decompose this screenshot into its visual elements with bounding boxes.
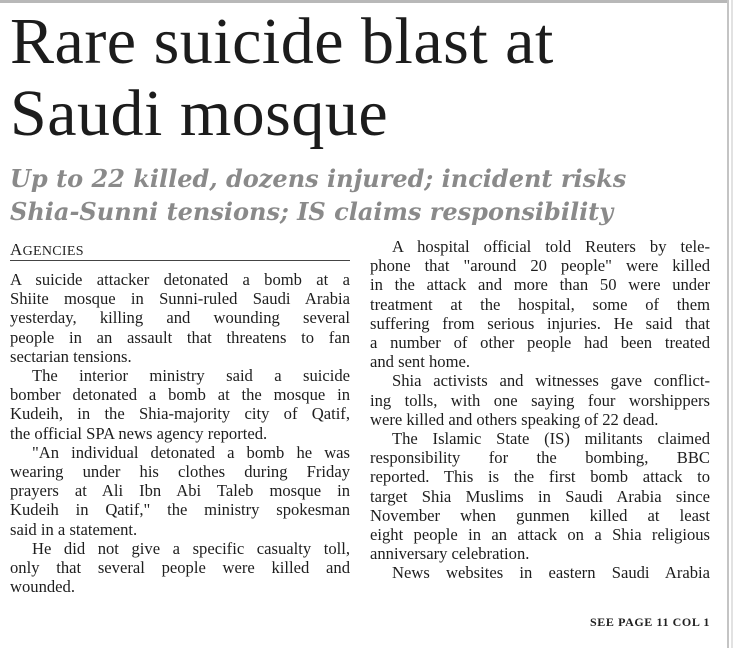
body-text-line: people in an assault that threatens to fan <box>10 327 350 347</box>
right-rule <box>727 0 729 648</box>
headline-line: Saudi mosque <box>10 77 389 150</box>
byline <box>10 240 350 260</box>
body-text-line: November when gunmen killed at least <box>370 505 710 525</box>
body-text-line: treatment at the hospital, some of them <box>370 294 710 314</box>
body-text-line: Kudeih, in the Shia-majority city of Qatif, <box>10 404 350 424</box>
body-text-line: Kudeih in Qatif," the ministry spokesman <box>10 500 350 520</box>
subheadline <box>10 162 720 228</box>
body-text-line: He did not give a specific casualty toll, <box>32 538 350 558</box>
body-text-line: target Shia Muslims in Saudi Arabia since <box>370 486 710 506</box>
subhead-line: Up to 22 killed, dozens injured; incident risks <box>10 164 627 193</box>
byline-initial: A <box>10 240 23 259</box>
body-text-line: were killed and others speaking of 22 dead. <box>370 409 659 429</box>
headline <box>10 6 720 150</box>
body-text-line: yesterday, killing and wounding several <box>10 308 350 328</box>
body-text-line: News websites in eastern Saudi Arabia <box>392 563 710 583</box>
body-text-line: prayers at Ali Ibn Abi Taleb mosque in <box>10 481 350 501</box>
body-text-line: responsibility for the bombing, BBC <box>370 448 710 468</box>
article-column-right <box>370 237 710 583</box>
body-text-line: eight people in an attack on a Shia religious <box>370 525 710 545</box>
body-text-line: wounded. <box>10 577 75 597</box>
top-rule <box>0 0 727 3</box>
byline-rest: GENCIES <box>22 244 84 259</box>
body-text-line: in the attack and more than 50 were under <box>370 275 710 295</box>
body-text-line: a number of other people had been treated <box>370 333 710 353</box>
byline-divider <box>10 260 350 261</box>
body-text-line: reported. This is the first bomb attack to <box>370 467 710 487</box>
headline-line: Rare suicide blast at <box>10 5 554 78</box>
body-text-line: phone that "around 20 people" were killed <box>370 256 710 276</box>
body-text-line: The interior ministry said a suicide <box>32 366 350 386</box>
body-text-line: bomber detonated a bomb at the mosque in <box>10 385 350 405</box>
body-text-line: Shiite mosque in Sunni-ruled Saudi Arabia <box>10 289 350 309</box>
article-column-left <box>10 270 350 596</box>
body-text-line: wearing under his clothes during Friday <box>10 462 350 482</box>
subhead-line: Shia-Sunni tensions; IS claims responsibility <box>10 197 614 226</box>
body-text-line: A hospital official told Reuters by tele- <box>392 237 710 256</box>
body-text-line: A suicide attacker detonated a bomb at a <box>10 270 350 289</box>
body-text-line: The Islamic State (IS) militants claimed <box>392 429 710 449</box>
body-text-line: suffering from serious injuries. He said that <box>370 313 710 333</box>
body-text-line: Shia activists and witnesses gave conflict- <box>392 371 710 391</box>
body-text-line: sectarian tensions. <box>10 346 132 366</box>
body-text-line: ing tolls, with one saying four worshippers <box>370 390 710 410</box>
body-text-line: only that several people were killed and <box>10 558 350 578</box>
continuation-note: SEE PAGE 11 COL 1 <box>589 615 710 629</box>
body-text-line: the official SPA news agency reported. <box>10 423 268 443</box>
body-text-line: anniversary celebration. <box>370 544 530 564</box>
body-text-line: "An individual detonated a bomb he was <box>32 442 350 462</box>
body-text-line: and sent home. <box>370 352 471 372</box>
body-text-line: said in a statement. <box>10 519 138 539</box>
